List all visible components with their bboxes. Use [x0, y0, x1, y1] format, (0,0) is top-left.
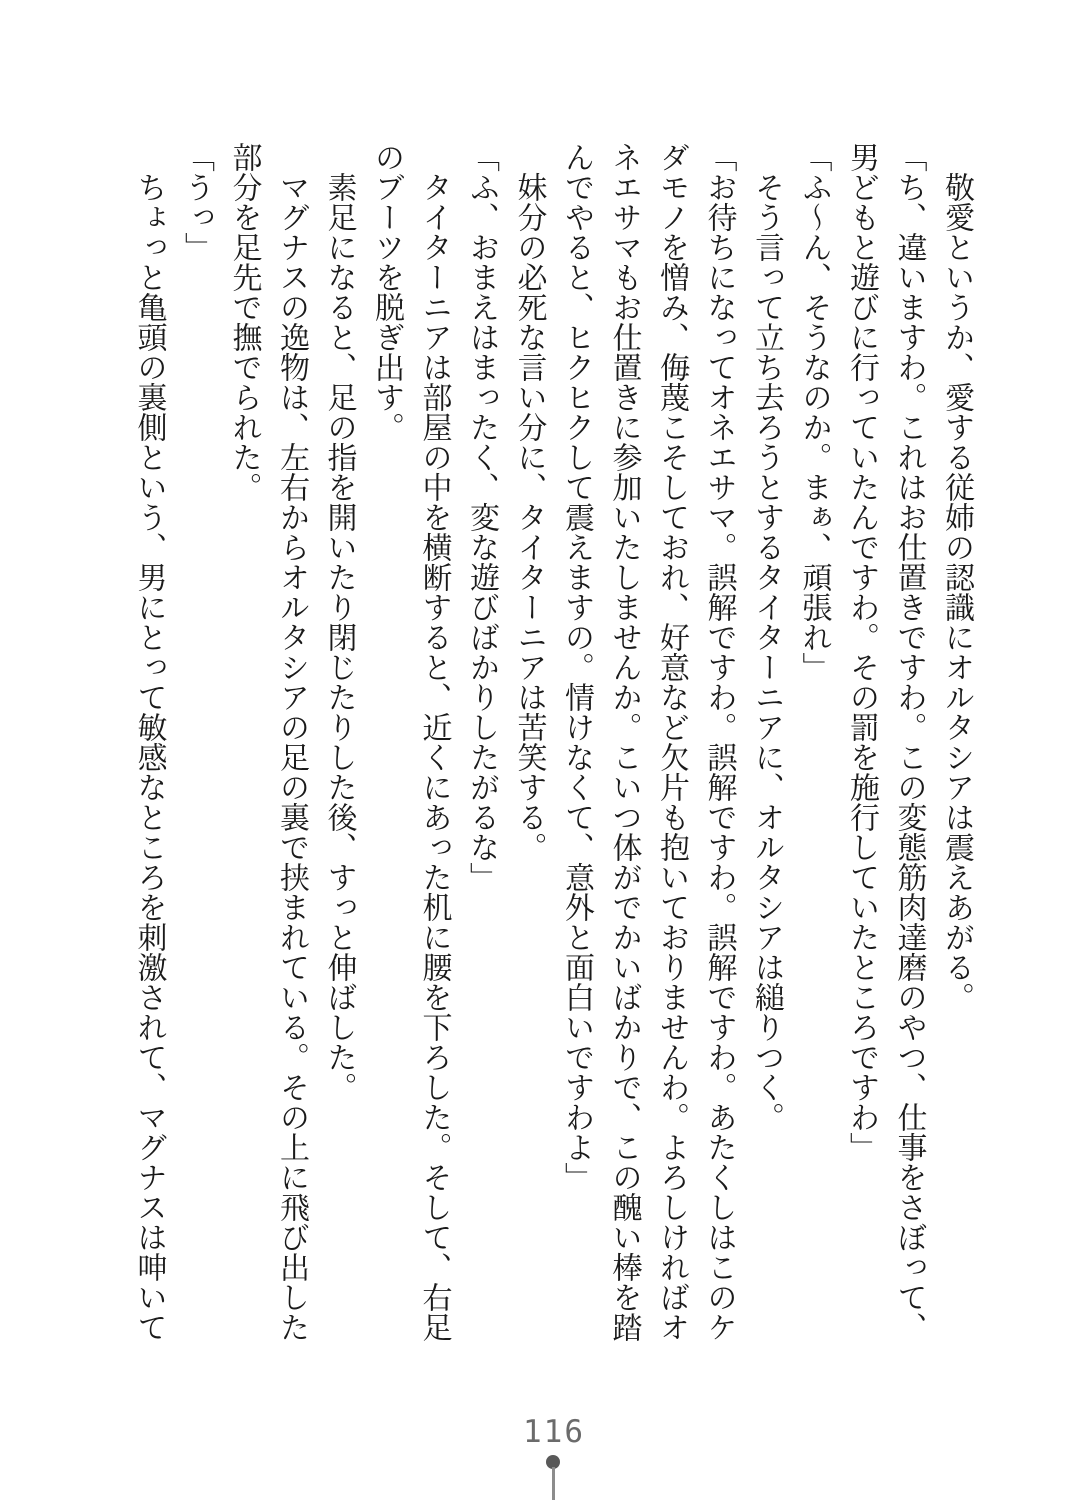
- paragraph: 敬愛というか、愛する従姉の認識にオルタシアは震えあがる。: [939, 142, 974, 1012]
- novel-text-block: [125, 142, 980, 1342]
- page-number: 116: [523, 1414, 585, 1450]
- paragraph: ちょっと亀頭の裏側という、男にとって敏感なところを刺激されて、マグナスは呻いて: [131, 142, 167, 1342]
- page-position-marker-line: [552, 1467, 555, 1500]
- paragraph: 「ふ〜ん、そうなのか。まぁ、頑張れ」: [796, 142, 832, 682]
- paragraph: そう言って立ち去ろうとするタイターニアに、オルタシアは縋りつく。: [749, 142, 784, 1132]
- paragraph: 妹分の必死な言い分に、タイターニアは苦笑する。: [511, 142, 547, 862]
- paragraph: 素足になると、足の指を開いたり閉じたりした後、すっと伸ばした。: [321, 142, 357, 1102]
- paragraph: 「お待ちになってオネエサマ。誤解ですわ。誤解ですわ。誤解ですわ。あたくしはこのケダモノを憎み、侮蔑こそしておれ、好意など欠片も抱いておりませんわ。よろしければオネエサマもお仕置きに参加いたしませんか。こいつ体がでかいばかりで、この醜い棒を踏んでやると、ヒクヒクして震えますの。情けなくて、意外と面白いですわよ」: [559, 142, 737, 1342]
- paragraph: マグナスの逸物は、左右からオルタシアの足の裏で挟まれている。その上に飛び出した部分を足先で撫でられた。: [226, 142, 309, 1342]
- paragraph: 「ち、違いますわ。これはお仕置きですわ。この変態筋肉達磨のやつ、仕事をさぼって、男どもと遊びに行っていたんですわ。その罰を施行していたところですわ」: [844, 142, 927, 1342]
- paragraph: 「ふ、おまえはまったく、変な遊びばかりしたがるな」: [464, 142, 499, 892]
- paragraph: 「うっ」: [179, 142, 214, 262]
- paragraph: タイターニアは部屋の中を横断すると、近くにあった机に腰を下ろした。そして、右足のブーツを脱ぎ出す。: [369, 142, 452, 1342]
